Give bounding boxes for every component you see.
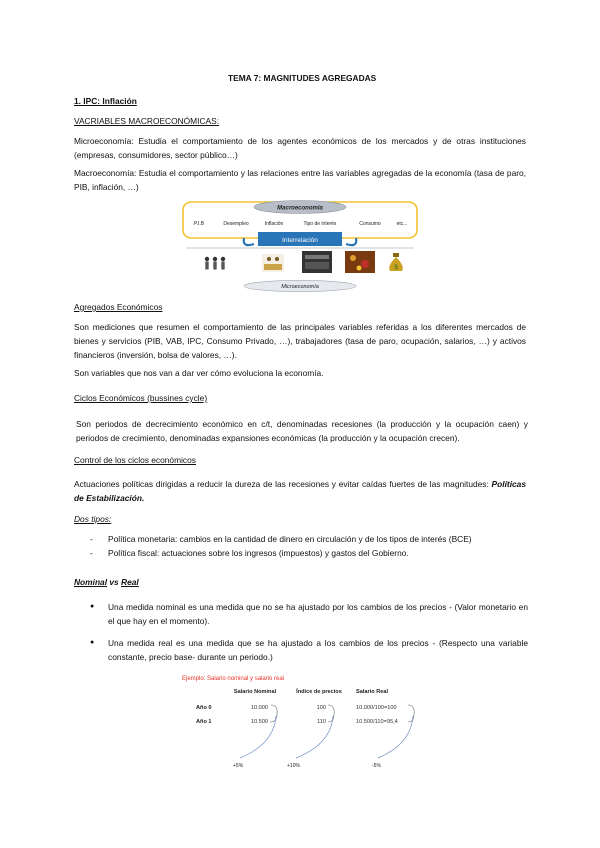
salary-example-svg <box>176 672 430 772</box>
row1-nominal: 10.500 <box>250 719 268 725</box>
var-consumo: Consumo <box>359 221 381 227</box>
arrow-right <box>346 238 356 245</box>
brace-index <box>328 705 334 722</box>
change-nominal: +5% <box>233 763 244 769</box>
macro-micro-diagram <box>176 198 424 292</box>
row0-label: Año 0 <box>196 705 212 711</box>
var-desempleo: Desempleo <box>223 221 249 227</box>
real-word: Real <box>121 577 139 587</box>
micro-label: Microeconomía <box>281 284 319 291</box>
tipo-monetaria: Política monetaria: cambios en la cantidad de dinero en circulación y de los tipos de interés (BCE) <box>108 534 472 544</box>
control-heading: Control de los ciclos económicos <box>74 455 196 465</box>
header-nominal: Salario Nominal <box>233 689 277 695</box>
interrelacion-label: Interrelación <box>282 237 318 244</box>
change-real: -5% <box>372 763 381 769</box>
curve-index <box>296 716 333 758</box>
row0-nominal: 10.000 <box>250 705 268 711</box>
ciclos-paragraph: Son periodos de decrecimiento económico en c/t, denominadas recesiones (la producción y la ocupación caen) y periodos de crecimiento, denominadas expansiones económicas (la producción y la ocupación crecen). <box>76 419 528 443</box>
macro-label: Macroeconomía <box>277 205 323 212</box>
tipo-fiscal: Política fiscal: actuaciones sobre los ingresos (impuestos) y gastos del Gobierno. <box>108 548 409 558</box>
vs-word: vs <box>107 577 122 587</box>
macro-paragraph: Macroeconomía: Estudia el comportamiento y las relaciones entre las variables agregadas de la economía (tasa de paro, PIB, inflación, …) <box>74 168 526 192</box>
agregados-heading: Agregados Económicos <box>74 302 163 312</box>
header-real: Salario Real <box>355 689 389 695</box>
row1-index: 110 <box>317 719 326 725</box>
vars-heading: VACRIABLES MACROECONÓMICAS: <box>74 116 220 126</box>
brace-nominal <box>270 705 277 722</box>
nominal-real-heading <box>74 575 139 589</box>
agregados-paragraph: Son mediciones que resumen el comportamiento de las principales variables referidas a los diferentes mercados de bienes y servicios (PIB, VAB, IPC, Consumo Privado, …), trabajadores (tasa de paro, ocupación, salarios, …) y activos financieros (inversión, bolsa de valores, …). <box>74 322 526 360</box>
diagram-svg <box>176 198 424 292</box>
bullet-dot-1: ● <box>90 603 95 610</box>
politicas-estabilizacion: Políticas de Estabilización. <box>74 479 526 503</box>
business-photo-icon <box>302 251 332 273</box>
micro-paragraph: Microeconomía: Estudia el comportamiento de los agentes económicos de los mercados y de otras instituciones (empresas, consumidores, sector público…) <box>74 136 526 160</box>
row0-real: 10.000/100=100 <box>356 705 397 711</box>
control-paragraph <box>74 477 526 505</box>
control-text: Actuaciones políticas dirigidas a reducir la dureza de las recesiones y evitar caídas fuertes de las magnitudes: <box>74 479 492 489</box>
row1-real: 10.500/110=95,4 <box>356 719 398 725</box>
brace-real <box>408 705 414 722</box>
section-heading-ipc: 1. IPC: Inflación <box>74 96 137 106</box>
var-inflacion: Inflación <box>264 221 284 227</box>
dash-2: - <box>90 548 93 558</box>
example-title: Ejemplo: Salario nominal y salario real <box>182 676 285 682</box>
agregados-paragraph-2: Son variables que nos van a dar ver cómo evoluciona la economía. <box>74 368 324 378</box>
change-index: +10% <box>287 763 300 769</box>
row0-index: 100 <box>316 705 326 711</box>
bullet-dot-2: ● <box>90 639 95 646</box>
people-icon <box>205 257 225 270</box>
var-tipo-interes: Tipo de interés <box>303 221 337 227</box>
real-def: Una medida real es una medida que se ha ajustado a los cambios de los precios - (Respecto una variable constante, precio base- durante un periodo.) <box>108 638 528 662</box>
money-bag-icon <box>389 253 403 271</box>
salary-example-figure <box>176 672 430 772</box>
market-photo-icon <box>345 251 375 273</box>
nominal-def: Una medida nominal es una medida que no se ha ajustado por los cambios de los precios - (Valor monetario en el que hay en el momento). <box>108 602 528 626</box>
row1-label: Año 1 <box>196 719 212 725</box>
var-pib: P.I.B <box>193 221 205 227</box>
dos-tipos-label: Dos tipos: <box>74 514 112 524</box>
arrow-left <box>244 238 254 245</box>
page-title: TEMA 7: MAGNITUDES AGREGADAS <box>228 73 377 83</box>
ciclos-heading: Ciclos Económicos (bussines cycle) <box>74 393 208 403</box>
var-etc: etc... <box>396 221 408 227</box>
workers-icon <box>262 254 284 272</box>
dash-1: - <box>90 534 93 544</box>
header-index: Índice de precios <box>296 689 342 695</box>
nominal-word: Nominal <box>74 577 108 587</box>
svg-text:$: $ <box>394 265 398 271</box>
